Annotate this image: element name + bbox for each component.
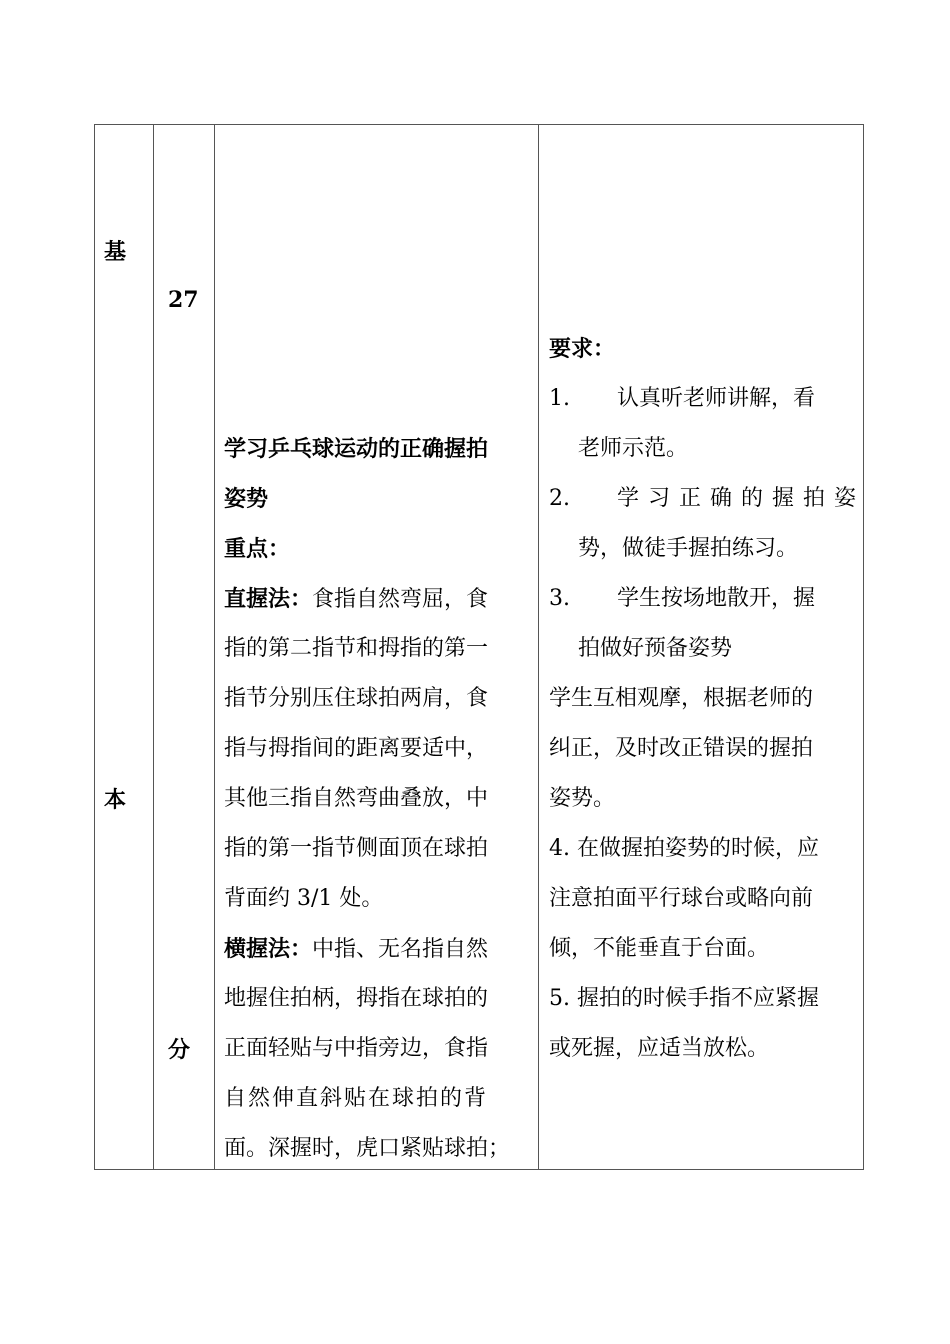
duration-value: 27 bbox=[168, 287, 199, 313]
req-item-4-line-2: 注意拍面平行球台或略向前 bbox=[549, 886, 814, 911]
req-item-2-num: 2. bbox=[549, 486, 570, 511]
req-item-1-text: 认真听老师讲解，看 bbox=[617, 386, 816, 411]
requirements-label: 要求： bbox=[549, 336, 616, 362]
req-item-1-num: 1. bbox=[549, 386, 570, 411]
column-divider bbox=[538, 124, 539, 1170]
requirements-column bbox=[549, 324, 866, 1074]
content-title: 学习乒乓球运动的正确握拍 bbox=[224, 436, 489, 462]
zhiwo-line-3: 指节分别压住球拍两肩，食 bbox=[224, 686, 489, 711]
req-item-3-cont: 拍做好预备姿势 bbox=[578, 636, 733, 661]
zhiwo-text: 食指自然弯屈，食 bbox=[312, 587, 489, 612]
zhiwo-line-7: 背面约 3/1 处。 bbox=[224, 886, 384, 911]
req-item-1-cont: 老师示范。 bbox=[578, 436, 689, 461]
key-points-label: 重点： bbox=[224, 536, 291, 562]
zhiwo-label: 直握法： bbox=[224, 586, 313, 612]
req-item-3 bbox=[549, 574, 855, 624]
req-item-5-line-1: 5. 握拍的时候手指不应紧握 bbox=[549, 986, 819, 1011]
content-column bbox=[224, 424, 530, 1174]
req-para-line-3: 姿势。 bbox=[549, 786, 616, 811]
req-para-line-2: 纠正，及时改正错误的握拍 bbox=[549, 736, 814, 761]
req-para-line-1: 学生互相观摩，根据老师的 bbox=[549, 686, 814, 711]
req-item-2-cont: 势，做徒手握拍练习。 bbox=[578, 536, 799, 561]
req-item-2 bbox=[549, 474, 866, 524]
req-item-4-line-1: 4. 在做握拍姿势的时候，应 bbox=[549, 836, 819, 861]
column-divider bbox=[153, 124, 154, 1170]
req-item-4-line-3: 倾，不能垂直于台面。 bbox=[549, 936, 770, 961]
zhiwo-line-1 bbox=[224, 574, 530, 624]
zhiwo-line-5: 其他三指自然弯曲叠放，中 bbox=[224, 786, 489, 811]
req-item-5-line-2: 或死握，应适当放松。 bbox=[549, 1036, 770, 1061]
req-item-3-text: 学生按场地散开，握 bbox=[617, 586, 816, 611]
req-item-1 bbox=[549, 374, 855, 424]
zhiwo-line-2: 指的第二指节和拇指的第一 bbox=[224, 636, 489, 661]
zhiwo-line-4: 指与拇指间的距离要适中， bbox=[224, 736, 489, 761]
hengwo-label: 横握法： bbox=[224, 936, 313, 962]
hengwo-line-1 bbox=[224, 924, 530, 974]
hengwo-line-3: 正面轻贴与中指旁边，食指 bbox=[224, 1036, 489, 1061]
duration-unit: 分 bbox=[168, 1037, 191, 1063]
hengwo-text: 中指、无名指自然 bbox=[312, 937, 489, 962]
hengwo-line-2: 地握住拍柄，拇指在球拍的 bbox=[224, 986, 489, 1011]
hengwo-line-4: 自然伸直斜贴在球拍的背 bbox=[224, 1086, 489, 1111]
column-divider bbox=[214, 124, 215, 1170]
req-item-2-text: 学习正确的握拍姿 bbox=[617, 486, 866, 511]
section-label-char-2: 本 bbox=[104, 787, 127, 813]
content-title-cont: 姿势 bbox=[224, 486, 269, 512]
hengwo-line-5: 面。深握时，虎口紧贴球拍； bbox=[224, 1136, 511, 1161]
req-item-3-num: 3. bbox=[549, 586, 570, 611]
section-label-char-1: 基 bbox=[104, 239, 127, 265]
zhiwo-line-6: 指的第一指节侧面顶在球拍 bbox=[224, 836, 489, 861]
